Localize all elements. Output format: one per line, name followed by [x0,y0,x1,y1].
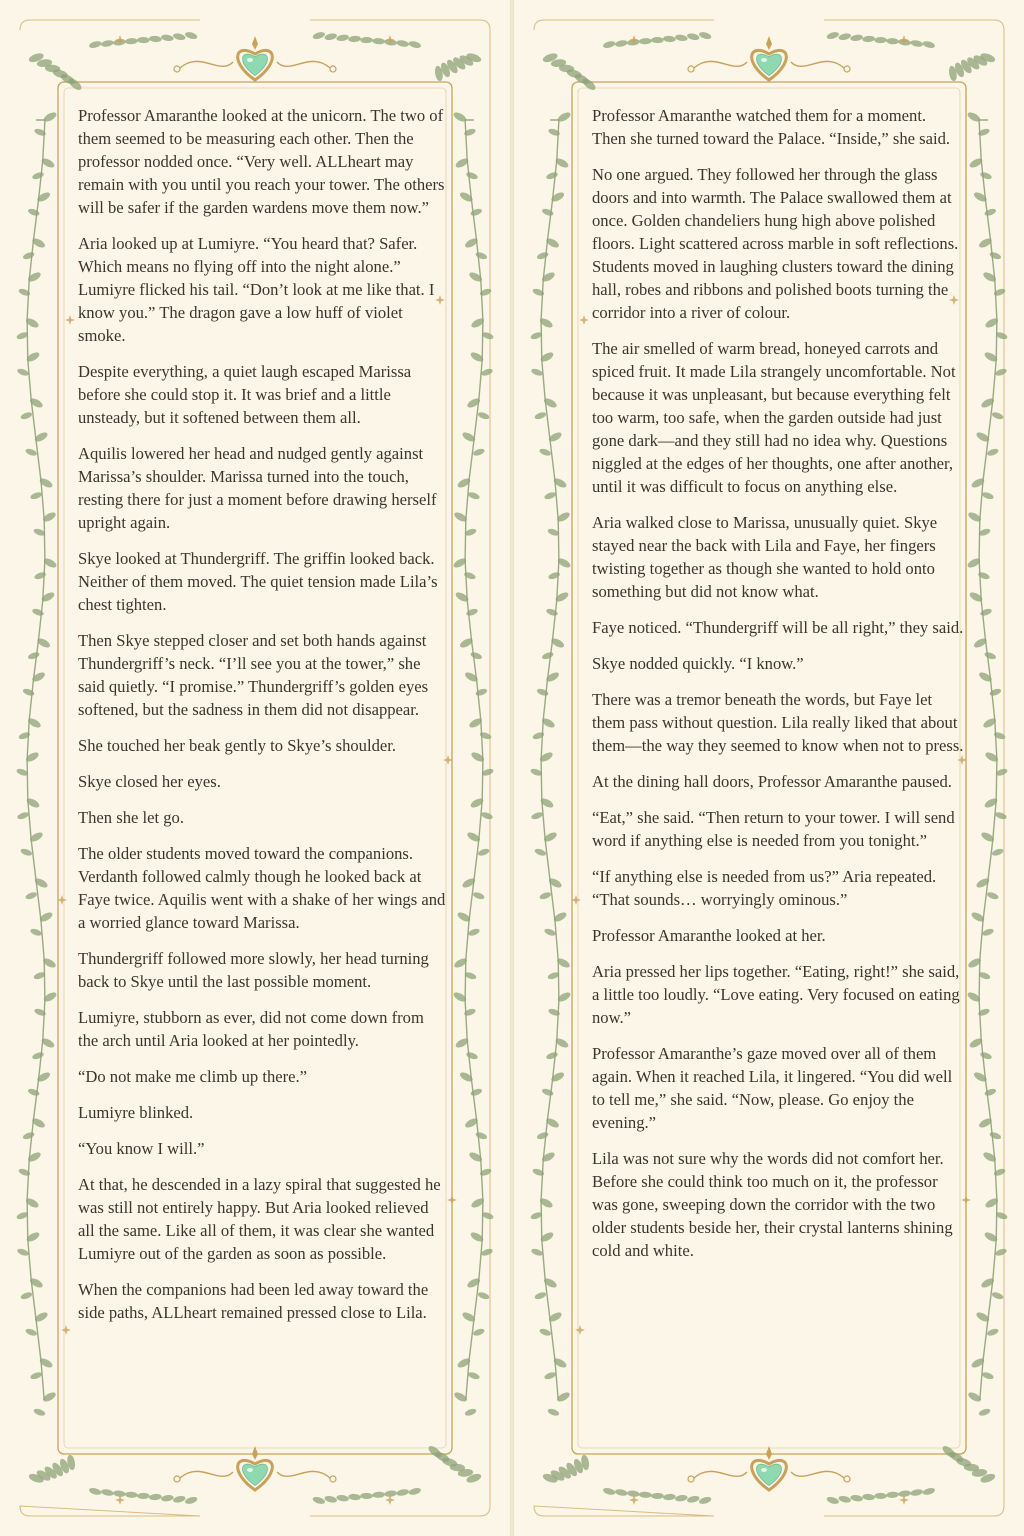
paragraph: Faye noticed. “Thundergriff will be all right,” they said. [592,618,964,637]
sparkle-icon [61,1325,71,1335]
heart-gem-icon [174,36,336,80]
paragraph: The older students moved toward the companions. Verdanth followed calmly though he looked back at Faye twice. Aquilis went with a shake of her wings and a worried glance toward Marissa. [78,844,446,932]
paragraph: Despite everything, a quiet laugh escaped Marissa before she could stop it. It was brief and a little unsteady, but it softened between them all. [78,362,412,427]
paragraph: Lumiyre blinked. [78,1103,194,1122]
paragraph: When the companions had been led away toward the side paths, ALLheart remained pressed close to Lila. [78,1280,429,1322]
paragraph: Aria looked up at Lumiyre. “You heard that? Safer. Which means no flying off into the night alone.” Lumiyre flicked his tail. “Don’t look at me like that. I know you.” The dragon gave a low huff of violet smoke. [78,234,435,345]
sparkle-icon [579,315,589,325]
paragraph: Lumiyre, stubborn as ever, did not come down from the arch until Aria looked at her pointedly. [78,1008,424,1050]
paragraph: “You know I will.” [78,1139,205,1158]
paragraph: Professor Amaranthe looked at her. [592,926,826,945]
paragraph: At that, he descended in a lazy spiral that suggested he was still not entirely happy. But Aria looked relieved all the same. Like all of them, it was clear she wanted Lumiyre out of the garden as soon as possible. [78,1175,441,1263]
paragraph: The air smelled of warm bread, honeyed carrots and spiced fruit. It made Lila strangely uncomfortable. Not because it was unpleasant, but because everything felt too warm, too safe, when the garden outside had just gone dark—and they still had no idea why. Questions niggled at the edges of her thoughts, one after another, until it was difficult to focus on anything else. [592,339,956,496]
paragraph: Skye looked at Thundergriff. The griffin looked back. Neither of them moved. The quiet tension made Lila’s chest tighten. [78,549,438,614]
sparkle-icon [115,1495,125,1505]
sparkle-icon [629,1495,639,1505]
paragraph: Professor Amaranthe’s gaze moved over all of them again. When it reached Lila, it lingered. “You did well to tell me,” she said. “Now, please. Go enjoy the evening.” [592,1044,953,1132]
heart-gem-icon [688,36,850,80]
paragraph: At the dining hall doors, Professor Amaranthe paused. [592,772,952,791]
paragraph: “Do not make me climb up there.” [78,1067,308,1086]
sparkle-icon [575,1325,585,1335]
paragraph: There was a tremor beneath the words, but Faye let them pass without question. Lila really liked that about them—the way they seemed to know when not to press. [592,690,964,755]
heart-gem-icon [688,1446,850,1490]
paragraph: Aquilis lowered her head and nudged gently against Marissa’s shoulder. Marissa turned into the touch, resting there for just a moment before drawing herself upright again. [78,444,437,532]
paragraph: Lila was not sure why the words did not comfort her. Before she could think too much on it, the professor was gone, sweeping down the corridor with the two older students beside her, their crystal lanterns shining cold and white. [592,1149,953,1260]
story-text-right [592,104,964,1275]
sparkle-icon [899,1495,909,1505]
paragraph: She touched her beak gently to Skye’s shoulder. [78,736,396,755]
sparkle-icon [385,1495,395,1505]
paragraph: Professor Amaranthe looked at the unicorn. The two of them seemed to be measuring each other. Then the professor nodded once. “Very well. ALLheart may remain with you until you reach your tower. The others will be safer if the garden wardens move them now.” [78,106,445,217]
left-page [0,0,510,1536]
sparkle-icon [65,315,75,325]
heart-gem-icon [174,1446,336,1490]
paragraph: Aria pressed her lips together. “Eating, right!” she said, a little too loudly. “Love eating. Very focused on eating now.” [592,962,960,1027]
story-text-left [78,104,448,1337]
sparkle-icon [447,1195,457,1205]
paragraph: Then Skye stepped closer and set both hands against Thundergriff’s neck. “I’ll see you at the tower,” she said quietly. “I promise.” Thundergriff’s golden eyes softened, but the sadness in them did not disappear. [78,631,429,719]
paragraph: “If anything else is needed from us?” Aria repeated. “That sounds… worryingly ominous.” [592,867,937,909]
right-page [514,0,1024,1536]
paragraph: Thundergriff followed more slowly, her head turning back to Skye until the last possible moment. [78,949,429,991]
paragraph: Professor Amaranthe watched them for a moment. Then she turned toward the Palace. “Inside,” she said. [592,106,951,148]
paragraph: Aria walked close to Marissa, unusually quiet. Skye stayed near the back with Lila and Faye, her fingers twisting together as though she wanted to hold onto something but did not know what. [592,513,938,601]
paragraph: “Eat,” she said. “Then return to your tower. I will send word if anything else is needed from you tonight.” [592,808,955,850]
paragraph: Skye closed her eyes. [78,772,221,791]
paragraph: No one argued. They followed her through the glass doors and into warmth. The Palace swallowed them at once. Golden chandeliers hung high above polished floors. Light scattered across marble in soft reflections. Students moved in laughing clusters toward the dining hall, robes and ribbons and polished boots turning the corridor into a river of colour. [592,165,959,322]
paragraph: Then she let go. [78,808,184,827]
paragraph: Skye nodded quickly. “I know.” [592,654,804,673]
